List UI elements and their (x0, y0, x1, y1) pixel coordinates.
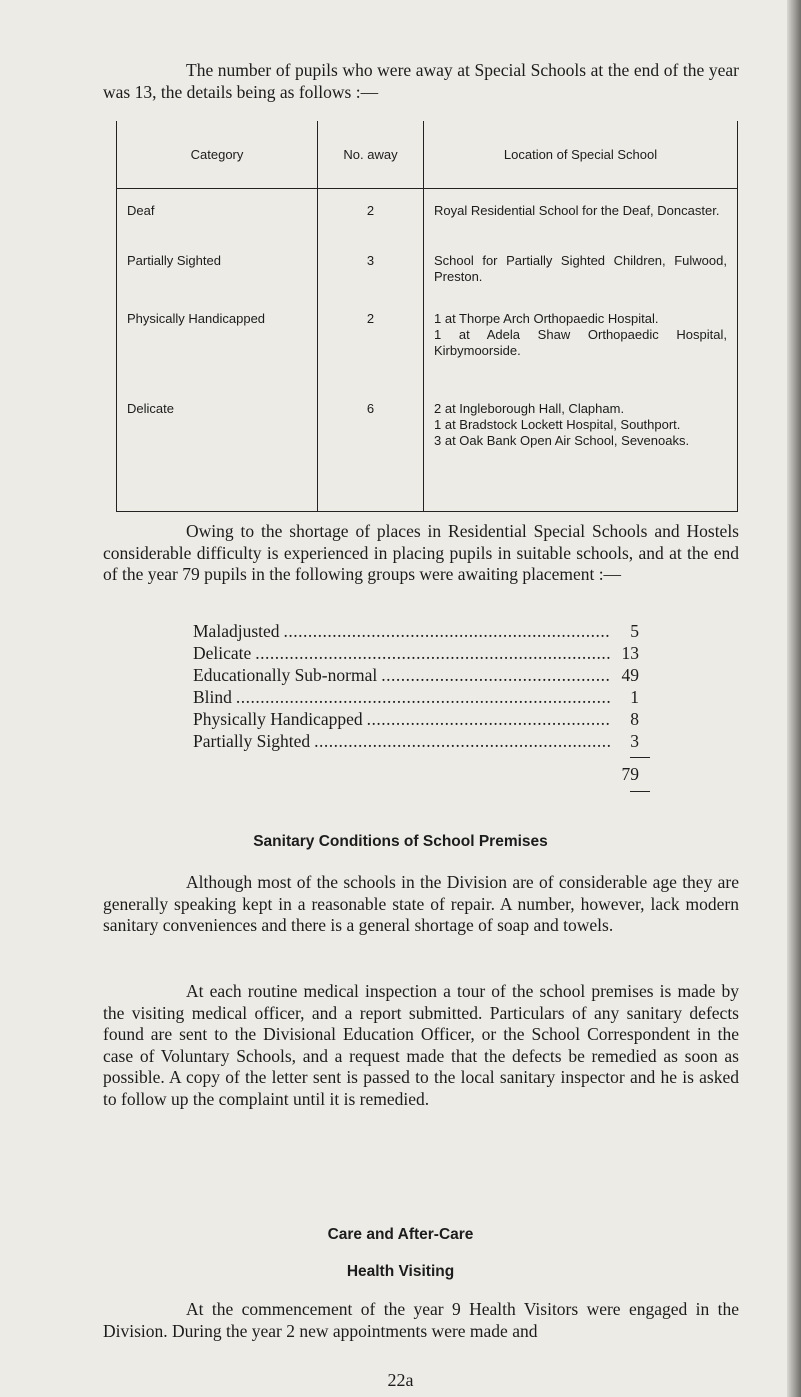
placement-total-value: 79 (621, 764, 639, 784)
category-cell: Deaf (117, 189, 318, 254)
header-category: Category (117, 121, 318, 189)
placement-label: Delicate (193, 643, 252, 663)
placement-label: Educationally Sub-normal (193, 665, 378, 685)
heading-care: Care and After-Care (327, 1226, 474, 1243)
location-line: 1 at Adela Shaw Orthopaedic Hospital, Kirbymoorside. (434, 327, 727, 358)
page-number: 22a (387, 1370, 414, 1390)
count-cell: 3 (318, 253, 424, 311)
count-cell: 6 (318, 401, 424, 512)
sanitary-paragraph-1: Although most of the schools in the Division are of considerable age they are generally speaking kept in a reasonable state of repair. A number, however, lack modern sanitary conveniences and there is a general shortage of soap and towels. (103, 872, 739, 935)
placement-item (193, 731, 639, 752)
placement-value: 13 (621, 643, 639, 663)
placement-item (193, 687, 639, 708)
placement-label: Physically Handicapped (193, 709, 363, 729)
category-cell: Delicate (117, 401, 318, 512)
location-line: 2 at Ingleborough Hall, Clapham. (434, 401, 625, 416)
location-line: 1 at Thorpe Arch Orthopaedic Hospital. (434, 311, 659, 326)
location-line: School for Partially Sighted Children, Fulwood, Preston. (434, 253, 727, 284)
intro-paragraph: The number of pupils who were away at Special Schools at the end of the year was 13, the details being as follows :— (103, 60, 739, 102)
location-line: Royal Residential School for the Deaf, Doncaster. (434, 203, 720, 218)
category-cell: Physically Handicapped (117, 311, 318, 401)
placement-value: 1 (630, 687, 639, 707)
location-cell (424, 401, 738, 512)
placement-item (193, 665, 639, 686)
leader-dots (284, 621, 611, 642)
placement-total (193, 764, 639, 785)
placement-label: Blind (193, 687, 232, 707)
leader-dots (381, 665, 611, 686)
placement-label: Partially Sighted (193, 731, 311, 751)
page-edge-shadow (787, 0, 801, 1397)
location-cell (424, 253, 738, 311)
total-rule-top (630, 757, 650, 758)
count-cell: 2 (318, 189, 424, 254)
leader-dots (367, 709, 611, 730)
location-cell (424, 189, 738, 254)
location-cell (424, 311, 738, 401)
location-line: 1 at Bradstock Lockett Hospital, Southport. (434, 417, 681, 432)
placement-item (193, 621, 639, 642)
placement-value: 49 (621, 665, 639, 685)
table-row (117, 311, 738, 401)
table-header-row (117, 121, 738, 189)
total-rule-bottom (630, 791, 650, 792)
category-cell: Partially Sighted (117, 253, 318, 311)
location-line: 3 at Oak Bank Open Air School, Sevenoaks. (434, 433, 690, 448)
header-no-away: No. away (318, 121, 424, 189)
table-row (117, 189, 738, 254)
special-schools-table (116, 121, 738, 512)
count-cell: 2 (318, 311, 424, 401)
leader-dots (255, 643, 611, 664)
placement-value: 3 (630, 731, 639, 751)
table-row (117, 401, 738, 512)
placement-value: 5 (630, 621, 639, 641)
heading-sanitary: Sanitary Conditions of School Premises (253, 833, 548, 850)
table-row (117, 253, 738, 311)
leader-dots (314, 731, 611, 752)
shortage-paragraph: Owing to the shortage of places in Residential Special Schools and Hostels considerable difficulty is experienced in placing pupils in suitable schools, and at the end of the year 79 pupils in the following groups were awaiting placement :— (103, 521, 739, 584)
leader-dots (236, 687, 611, 708)
placement-item (193, 709, 639, 730)
placement-value: 8 (630, 709, 639, 729)
placement-label: Maladjusted (193, 621, 280, 641)
sanitary-paragraph-2: At each routine medical inspection a tour of the school premises is made by the visiting medical officer, and a report submitted. Particulars of any sanitary defects found are sent to the Divisional Education Officer, or the School Correspondent in the case of Voluntary Schools, and a request made that the defects be remedied as soon as possible. A copy of the letter sent is passed to the local sanitary inspector and he is asked to follow up the complaint until it is remedied. (103, 981, 739, 1109)
health-paragraph: At the commencement of the year 9 Health Visitors were engaged in the Division. During the year 2 new appointments were made and (103, 1299, 739, 1341)
placement-item (193, 643, 639, 664)
heading-health: Health Visiting (346, 1263, 455, 1280)
header-location: Location of Special School (424, 121, 738, 189)
